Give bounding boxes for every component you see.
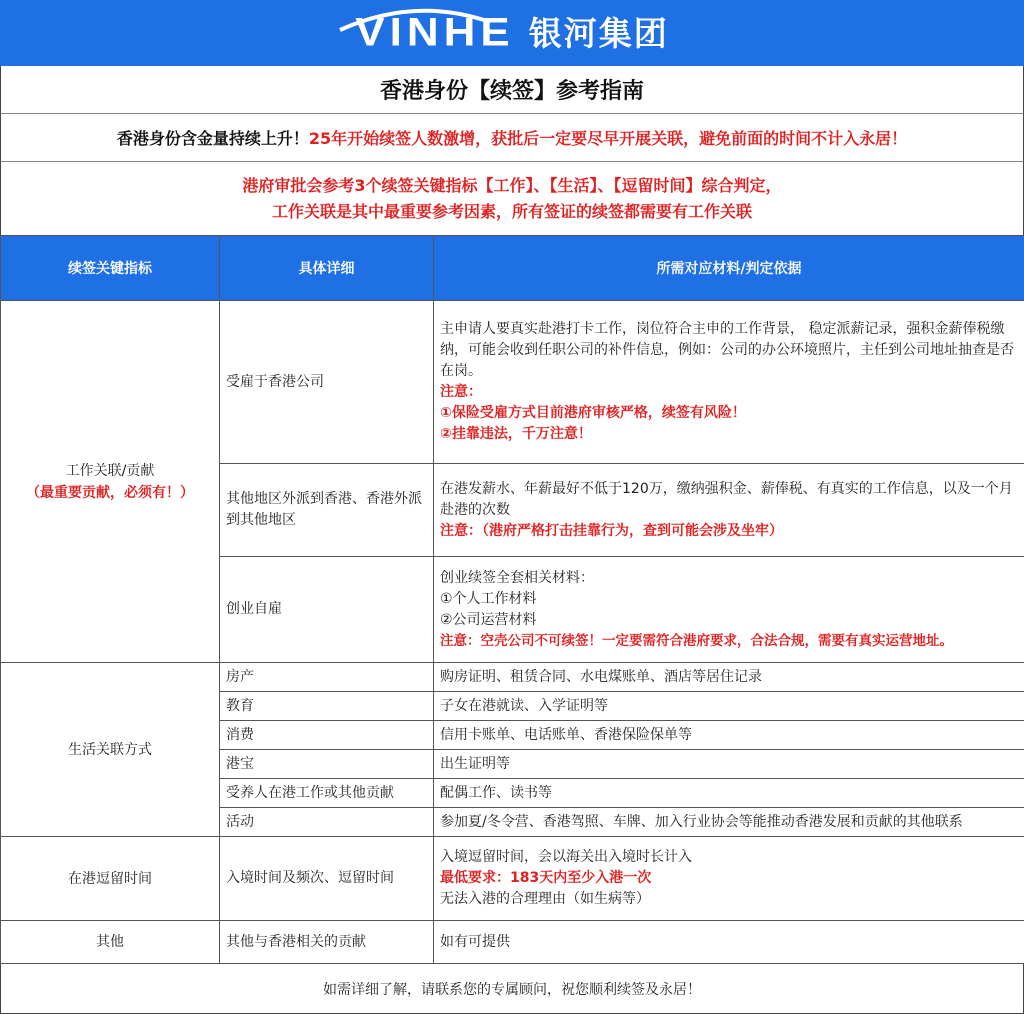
table-row — [1, 301, 1024, 464]
intro-banner — [0, 114, 1024, 162]
category-work-note: （最重要贡献，必须有！） — [1, 482, 219, 504]
sub-item: 房产 — [220, 663, 434, 692]
materials-note: ②挂靠违法，千万注意！ — [440, 424, 1020, 445]
notice-line-1: 港府审批会参考3个续签关键指标【工作】、【生活】、【逗留时间】综合判定， — [242, 173, 781, 199]
table-row — [1, 837, 1024, 921]
sub-item: 入境时间及频次、逗留时间 — [220, 837, 434, 921]
materials-text: 无法入港的合理理由（如生病等） — [440, 889, 1020, 910]
materials-cell — [434, 464, 1024, 557]
intro-black-text: 香港身份含金量持续上升！ — [117, 126, 309, 149]
sub-item: 活动 — [220, 808, 434, 837]
notice-line-2: 工作关联是其中最重要参考因素，所有签证的续签都需要有工作关联 — [272, 199, 752, 225]
materials-note: 注意：（港府严格打击挂靠行为，查到可能会涉及坐牢） — [440, 521, 1020, 542]
logo-chinese-name: 银河集团 — [529, 17, 669, 50]
category-life: 生活关联方式 — [1, 663, 220, 837]
category-work-label: 工作关联/贡献 — [1, 460, 219, 482]
sub-item: 其他地区外派到香港、香港外派到其他地区 — [220, 464, 434, 557]
category-stay: 在港逗留时间 — [1, 837, 220, 921]
footer-note: 如需详细了解，请联系您的专属顾问，祝您顺利续签及永居！ — [0, 964, 1024, 1014]
header-details: 具体详细 — [220, 236, 434, 301]
materials-cell — [434, 557, 1024, 663]
materials-cell: 购房证明、租赁合同、水电煤账单、酒店等居住记录 — [434, 663, 1024, 692]
materials-text: ①个人工作材料 — [440, 589, 1020, 610]
materials-note: 注意：空壳公司不可续签！一定要需符合港府要求，合法合规，需要有真实运营地址。 — [440, 631, 1020, 652]
category-work — [1, 301, 220, 663]
materials-text: ②公司运营材料 — [440, 610, 1020, 631]
materials-cell: 如有可提供 — [434, 921, 1024, 964]
table-row — [1, 921, 1024, 964]
materials-cell: 信用卡账单、电话账单、香港保险保单等 — [434, 721, 1024, 750]
table-row — [1, 663, 1024, 692]
intro-red-text: 25年开始续签人数激增，获批后一定要尽早开展关联，避免前面的时间不计入永居！ — [309, 126, 907, 149]
logo-wordmark: VINHE — [355, 13, 514, 53]
materials-note: ①保险受雇方式目前港府审核严格，续签有风险！ — [440, 403, 1020, 424]
notice-banner — [0, 162, 1024, 235]
sub-item: 受养人在港工作或其他贡献 — [220, 779, 434, 808]
table-header-row — [1, 236, 1024, 301]
materials-cell: 参加夏/冬令营、香港驾照、车牌、加入行业协会等能推动香港发展和贡献的其他联系 — [434, 808, 1024, 837]
sub-item: 受雇于香港公司 — [220, 301, 434, 464]
materials-text: 在港发薪水、年薪最好不低于120万，缴纳强积金、薪俸税、有真实的工作信息，以及一个月赴港的次数 — [440, 479, 1020, 521]
materials-cell: 子女在港就读、入学证明等 — [434, 692, 1024, 721]
header-materials: 所需对应材料/判定依据 — [434, 236, 1024, 301]
materials-text: 主申请人要真实赴港打卡工作，岗位符合主申的工作背景， 稳定派薪记录，强积金薪俸税缴纳，可能会收到任职公司的补件信息，例如：公司的办公环境照片，主任到公司地址抽查是否在岗。 — [440, 319, 1020, 382]
materials-cell: 配偶工作、读书等 — [434, 779, 1024, 808]
materials-cell — [434, 837, 1024, 921]
materials-cell — [434, 301, 1024, 464]
materials-note: 注意： — [440, 382, 1020, 403]
sub-item: 消费 — [220, 721, 434, 750]
sub-item: 教育 — [220, 692, 434, 721]
sub-item: 其他与香港相关的贡献 — [220, 921, 434, 964]
materials-note: 最低要求：183天内至少入港一次 — [440, 868, 1020, 889]
materials-text: 入境逗留时间，会以海关出入境时长计入 — [440, 847, 1020, 868]
brand-header — [0, 0, 1024, 66]
category-other: 其他 — [1, 921, 220, 964]
sub-item: 创业自雇 — [220, 557, 434, 663]
materials-text: 创业续签全套相关材料： — [440, 568, 1020, 589]
header-key-indicator: 续签关键指标 — [1, 236, 220, 301]
renewal-guide-table — [0, 235, 1024, 964]
sub-item: 港宝 — [220, 750, 434, 779]
materials-cell: 出生证明等 — [434, 750, 1024, 779]
page-title: 香港身份【续签】参考指南 — [0, 66, 1024, 114]
